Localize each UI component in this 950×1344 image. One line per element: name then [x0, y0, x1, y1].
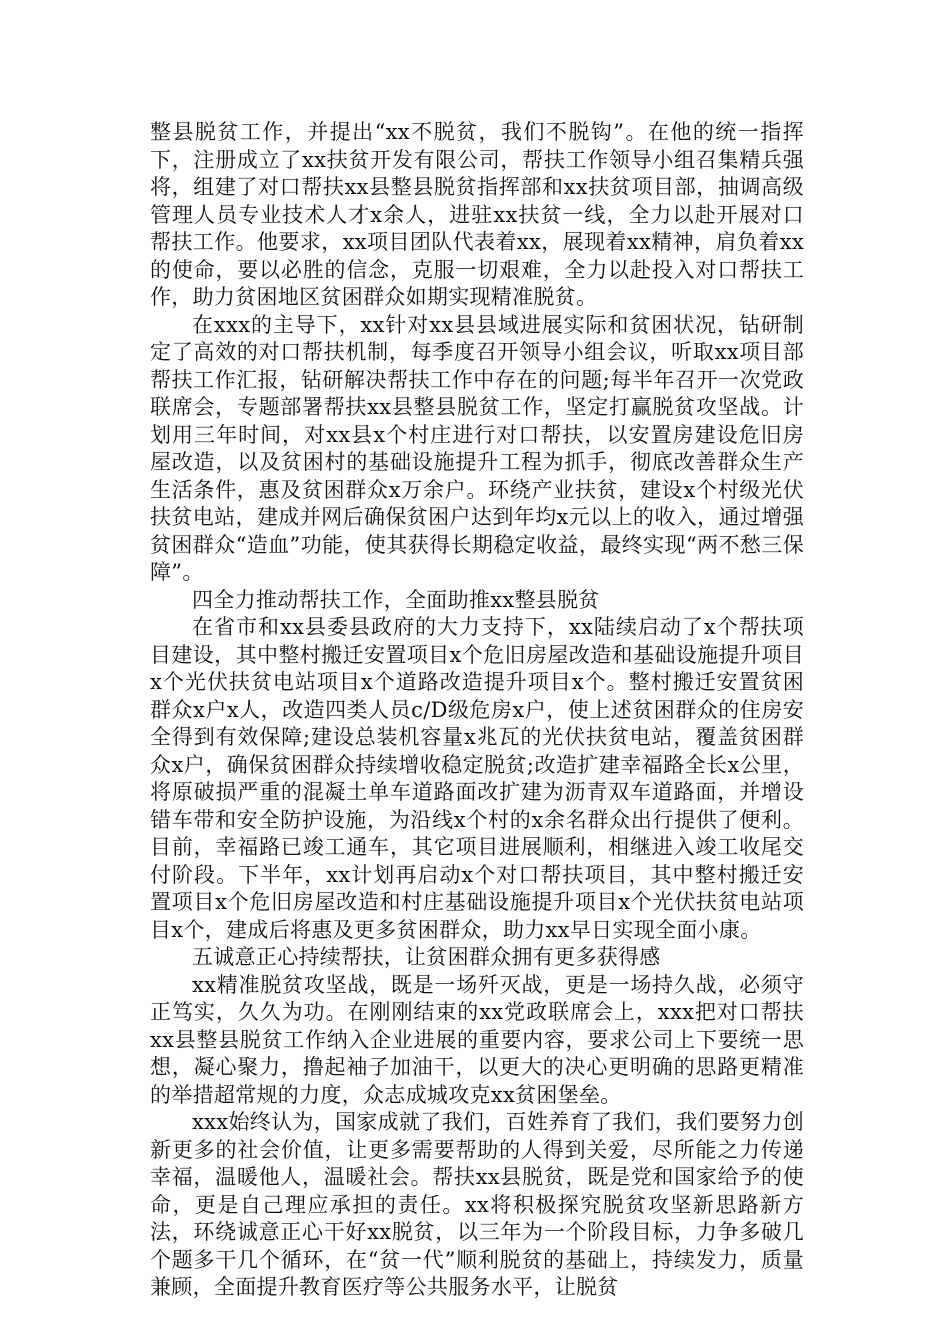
paragraph-3: 在省市和xx县委县政府的大力支持下，xx陆续启动了x个帮扶项目建设，其中整村搬迁安置项目x个危旧房屋改造和基础设施提升项目x个光伏扶贫电站项目x个道路改造提升项目x个。整村搬迁安置贫困群众x户x人，改造四类人员c/D级危房x户，使上述贫困群众的住房安全得到有效保障;建设总装机容量x兆瓦的光伏扶贫电站，覆盖贫困群众x户，确保贫困群众持续增收稳定脱贫;改造扩建幸福路全长x公里，将原破损严重的混凝土单车道路面改扩建为沥青双车道路面，并增设错车带和安全防护设施，为沿线x个村的x余名群众出行提供了便利。目前，幸福路已竣工通车，其它项目进展顺利，相继进入竣工收尾交付阶段。下半年，xx计划再启动x个对口帮扶项目，其中整村搬迁安置项目x个危旧房屋改造和村庄基础设施提升项目x个光伏扶贫电站项目x个，建成后将惠及更多贫困群众，助力xx早日实现全面小康。	[150, 615, 804, 942]
document-body	[150, 119, 804, 1302]
paragraph-4: xx精准脱贫攻坚战，既是一场歼灭战，更是一场持久战，必须守正笃实，久久为功。在刚刚结束的xx党政联席会上，xxx把对口帮扶xx县整县脱贫工作纳入企业进展的重要内容，要求公司上下要统一思想，凝心聚力，撸起袖子加油干，以更大的决心更明确的思路更精准的举措超常规的力度，众志成城攻克xx贫困堡垒。	[150, 972, 804, 1107]
paragraph-2: 在xxx的主导下，xx针对xx县县域进展实际和贫困状况，钻研制定了高效的对口帮扶机制，每季度召开领导小组会议，听取xx项目部帮扶工作汇报，钻研解决帮扶工作中存在的问题;每半年召开一次党政联席会，专题部署帮扶xx县整县脱贫工作，坚定打赢脱贫攻坚战。计划用三年时间，对xx县x个村庄进行对口帮扶，以安置房建设危旧房屋改造，以及贫困村的基础设施提升工程为抓手，彻底改善群众生产生活条件，惠及贫困群众x万余户。环绕产业扶贫，建设x个村级光伏扶贫电站，建成并网后确保贫困户达到年均x元以上的收入，通过增强贫困群众“造血”功能，使其获得长期稳定收益，最终实现“两不愁三保障”。	[150, 312, 804, 584]
paragraph-5: xxx始终认为，国家成就了我们，百姓养育了我们，我们要努力创新更多的社会价值，让更多需要帮助的人得到关爱，尽所能之力传递幸福，温暖他人，温暖社会。帮扶xx县脱贫，既是党和国家给予的使命，更是自己理应承担的责任。xx将积极探究脱贫攻坚新思路新方法，环绕诚意正心干好xx脱贫，以三年为一个阶段目标，力争多破几个题多干几个循环，在“贫一代”顺利脱贫的基础上，持续发力，质量兼顾，全面提升教育医疗等公共服务水平，让脱贫	[150, 1110, 804, 1299]
section-heading-4: 四全力推动帮扶工作，全面助推xx整县脱贫	[192, 587, 600, 612]
paragraph-1: 整县脱贫工作，并提出“xx不脱贫，我们不脱钩”。在他的统一指挥下，注册成立了xx扶贫开发有限公司，帮扶工作领导小组召集精兵强将，组建了对口帮扶xx县整县脱贫指挥部和xx扶贫项目部，抽调高级管理人员专业技术人才x余人，进驻xx扶贫一线，全力以赴开展对口帮扶工作。他要求，xx项目团队代表着xx，展现着xx精神，肩负着xx的使命，要以必胜的信念，克服一切艰难，全力以赴投入对口帮扶工作，助力贫困地区贫困群众如期实现精准脱贫。	[150, 120, 804, 309]
section-heading-5: 五诚意正心持续帮扶，让贫困群众拥有更多获得感	[192, 945, 661, 969]
